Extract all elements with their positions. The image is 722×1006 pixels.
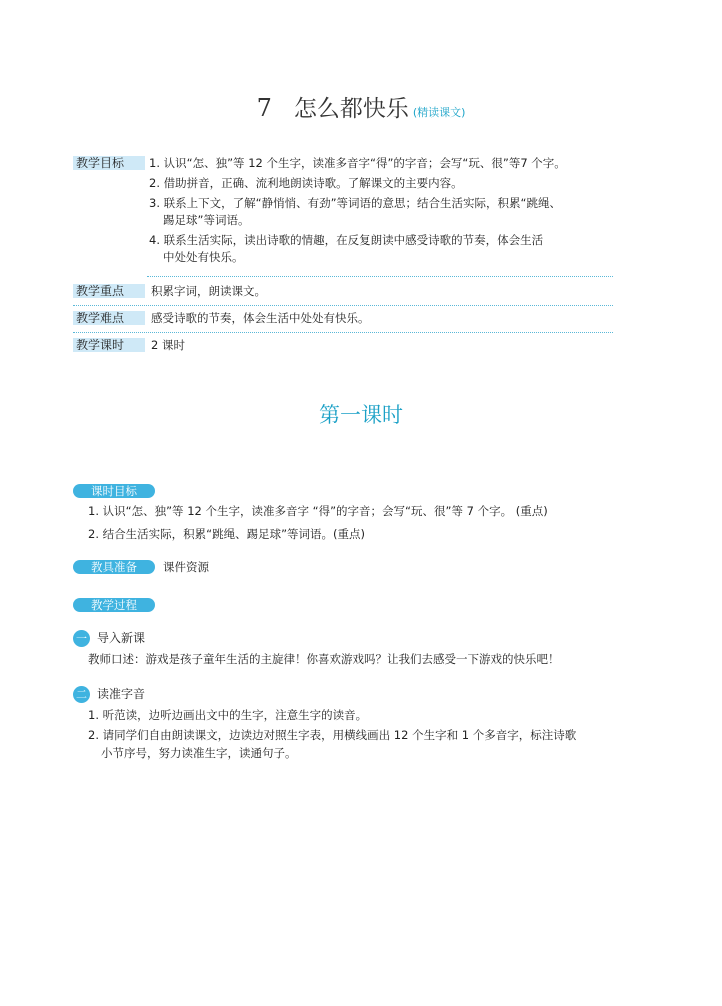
divider [73,305,613,306]
prep-pill: 教具准备 [73,560,155,574]
step-one-title: 导入新课 [97,631,146,645]
goal-line-4: 4. 联系生活实际，读出诗歌的情趣，在反复朗读中感受诗歌的节奏，体会生活 [149,233,544,247]
divider [147,276,613,277]
section-goal-2: 2. 结合生活实际，积累“跳绳、踢足球”等词语。(重点) [88,527,366,541]
divider [73,332,613,333]
step-two-line-2: 2. 请同学们自由朗读课文，边读边对照生字表，用横线画出 12 个生字和 1 个多音字，标注诗歌 [88,728,577,742]
step-one-text: 教师口述：游戏是孩子童年生活的主旋律！你喜欢游戏吗？让我们去感受一下游戏的快乐吧！ [88,652,560,666]
lesson-type: (精读课文) [412,106,466,119]
difficulty-label: 教学难点 [73,311,145,325]
goal-line-4-cont: 中处处有快乐。 [163,250,244,264]
step-two-badge: 二 [73,686,90,703]
step-two-line-1: 1. 听范读，边听边画出文中的生字，注意生字的读音。 [88,708,368,722]
goal-line-3: 3. 联系上下文，了解“静悄悄、有劲”等词语的意思；结合生活实际，积累“跳绳、 [149,196,561,210]
section-goals-pill: 课时目标 [73,484,155,498]
section-goal-1: 1. 认识“怎、独”等 12 个生字，读准多音字 “得”的字音；会写“玩、很”等 7 个字。 (重点) [88,504,548,518]
goal-line-3-cont: 踢足球”等词语。 [163,213,250,227]
goals-label: 教学目标 [73,156,145,170]
step-two-line-3: 小节序号，努力读准生字，读通句子。 [101,746,297,760]
section-title: 第一课时 [319,403,403,427]
lesson-number: 7 [256,94,272,122]
lesson-heading [0,90,722,123]
step-two-title: 读准字音 [97,687,146,701]
goal-line-1: 1. 认识“怎、独”等 12 个生字，读准多音字“得”的字音；会写“玩、很”等7 个字。 [149,156,566,170]
prep-text: 课件资源 [163,560,209,574]
difficulty-text: 感受诗歌的节奏，体会生活中处处有快乐。 [151,311,370,325]
goal-line-2: 2. 借助拼音，正确、流利地朗读诗歌。了解课文的主要内容。 [149,176,463,190]
focus-text: 积累字词，朗读课文。 [151,284,266,298]
hours-label: 教学课时 [73,338,145,352]
focus-label: 教学重点 [73,284,145,298]
process-pill: 教学过程 [73,598,155,612]
lesson-title: 怎么都快乐 [293,96,409,122]
step-one-badge: 一 [73,630,90,647]
hours-text: 2 课时 [151,338,185,352]
